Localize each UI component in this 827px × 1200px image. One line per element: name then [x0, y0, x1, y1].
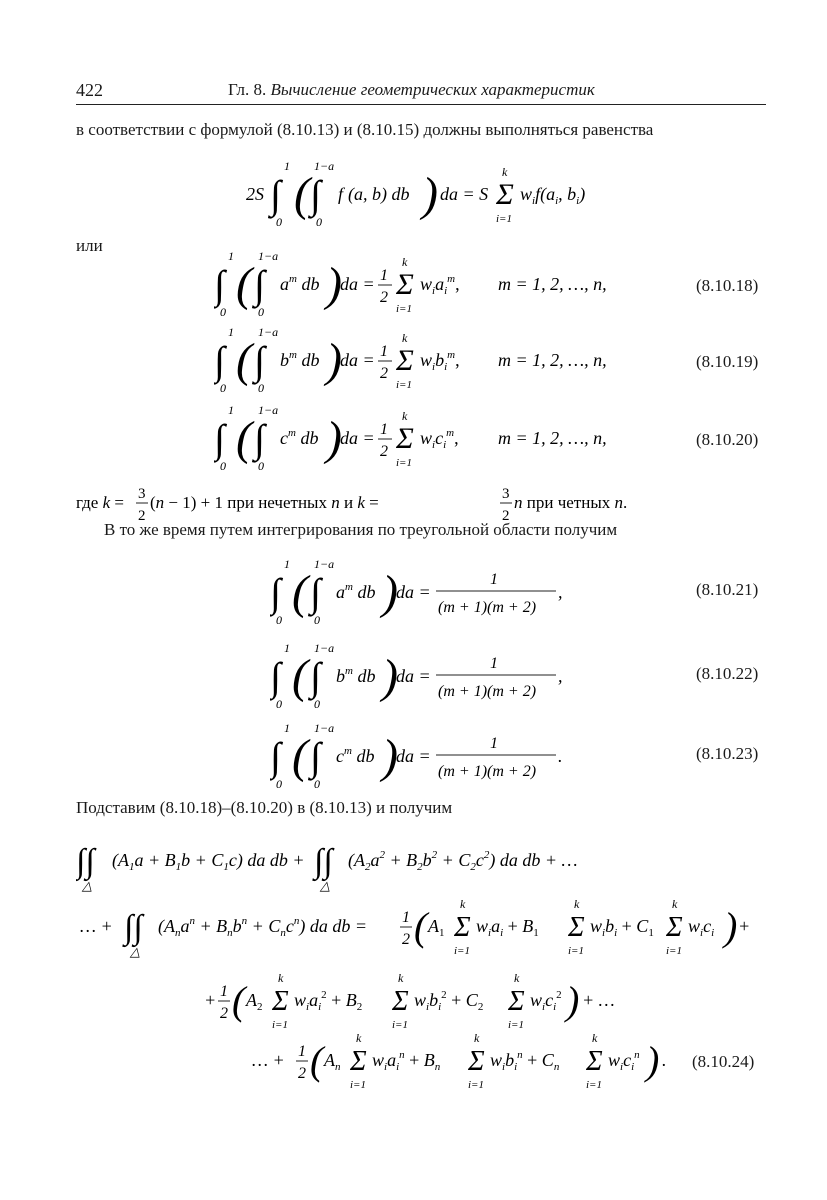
svg-text:Σ: Σ [396, 422, 414, 455]
svg-text:… +: … + [252, 1050, 285, 1070]
equation-22 [270, 638, 590, 723]
svg-text:): ) [382, 566, 398, 619]
svg-text:2: 2 [220, 1005, 228, 1022]
svg-text:+: + [738, 916, 751, 936]
svg-text:0: 0 [258, 459, 264, 473]
or-word: или [76, 236, 103, 255]
equation-21 [270, 554, 590, 639]
svg-text:∫∫: ∫∫ [76, 843, 95, 880]
svg-text:1: 1 [490, 571, 498, 588]
svg-text:1−a: 1−a [314, 641, 335, 655]
svg-text:k: k [502, 165, 508, 179]
svg-text:∫: ∫ [254, 262, 265, 307]
svg-text:k: k [574, 897, 580, 911]
svg-text:1: 1 [284, 641, 290, 655]
svg-text:i=1: i=1 [396, 303, 412, 315]
svg-text:wibi2 + C2: $w_ib_i^2 + C_2$ [414, 989, 484, 1013]
equation-19-graphic [214, 326, 654, 398]
svg-text:1: 1 [284, 721, 290, 735]
equation-20-graphic [214, 404, 654, 476]
svg-text:Σ: Σ [496, 178, 514, 211]
svg-text:∫: ∫ [214, 262, 225, 307]
svg-text:k: k [672, 897, 678, 911]
svg-text:(: ( [310, 1038, 324, 1083]
equation-24-line-1 [76, 832, 636, 901]
equation-24-line-2-graphic [80, 896, 770, 966]
svg-text:0: 0 [258, 381, 264, 395]
svg-text:(: ( [236, 334, 252, 387]
svg-text:i=1: i=1 [396, 379, 412, 391]
equation-number-20: (8.10.20) [696, 430, 759, 449]
svg-text:2: 2 [138, 508, 146, 524]
svg-text:Σ: Σ [396, 268, 414, 301]
svg-text:Σ: Σ [392, 986, 409, 1017]
svg-text:Σ: Σ [272, 986, 289, 1017]
svg-text:A1: $A_1$ [428, 916, 445, 939]
svg-text:): ) [326, 412, 342, 465]
svg-text:0: 0 [276, 215, 282, 229]
svg-text:0: 0 [220, 459, 226, 473]
svg-text:Σ: Σ [396, 344, 414, 377]
svg-text:): ) [724, 904, 738, 949]
svg-text:(n − 1) + 1 при нечетных n и k: (n − 1) + 1 при нечетных n и k = [150, 493, 379, 512]
substitute-paragraph: Подставим (8.10.18)–(8.10.20) в (8.10.13) и получим [76, 798, 453, 817]
equation-22-graphic [270, 638, 590, 718]
svg-text:1: 1 [228, 404, 234, 417]
svg-text:2: 2 [298, 1065, 306, 1082]
svg-text:1−a: 1−a [258, 326, 279, 339]
svg-text:∫: ∫ [270, 734, 281, 779]
intro-paragraph: в соответствии с формулой (8.10.13) и (8.10.15) должны выполняться равенства [76, 120, 654, 139]
svg-text:,: , [558, 666, 563, 686]
svg-text:1: 1 [284, 160, 290, 173]
chapter-prefix: Гл. 8. [228, 80, 267, 99]
svg-text:(: ( [232, 978, 246, 1023]
svg-text:(: ( [236, 258, 252, 311]
svg-text:cm db: $c^m$ db [336, 745, 375, 766]
sum-upper-1: k [356, 1031, 362, 1045]
svg-text:(m + 1)(m + 2): (m + 1)(m + 2) [438, 763, 537, 780]
equation-number-24: (8.10.24) [692, 1052, 755, 1071]
svg-text:i=1: i=1 [508, 1019, 524, 1031]
svg-text:An: $A_n$ [324, 1050, 341, 1073]
svg-text:(m + 1)(m + 2): (m + 1)(m + 2) [438, 599, 537, 616]
svg-text:Σ: Σ [468, 1046, 485, 1077]
svg-text:i=1: i=1 [496, 213, 512, 225]
svg-text:+: + [204, 990, 217, 1010]
svg-text:Σ: Σ [568, 912, 585, 943]
equation-24-line-1-graphic [76, 832, 636, 896]
equation-number-21: (8.10.21) [696, 580, 759, 599]
svg-text:2S: 2S [246, 184, 264, 204]
svg-text:1: 1 [228, 326, 234, 339]
equation-18-graphic [214, 250, 654, 322]
svg-text:k: k [460, 897, 466, 911]
svg-text:m = 1, 2, …, n,: m = 1, 2, …, n, [498, 274, 607, 294]
sum-lower-1: i=1 [350, 1079, 366, 1091]
svg-text:wiaim,: $w_ia_i^m$, [420, 273, 460, 297]
svg-text:i=1: i=1 [468, 1079, 484, 1091]
svg-text:(a, b) db: (a, b) db [348, 184, 410, 204]
svg-text:i=1: i=1 [396, 457, 412, 469]
svg-text:,: , [558, 582, 563, 602]
equation-number-23: (8.10.23) [696, 744, 759, 763]
equation-19 [214, 326, 654, 403]
svg-text:bm db: $b^m$ db [280, 349, 320, 370]
svg-text:): ) [566, 978, 580, 1023]
svg-text:i=1: i=1 [586, 1079, 602, 1091]
svg-text:1−a: 1−a [314, 557, 335, 571]
svg-text:где k =: где k = [76, 493, 124, 512]
svg-text:am db: $a^m$ db [336, 581, 376, 602]
svg-text:wibim,: $w_ib_i^m$, [420, 349, 460, 373]
svg-text:2: 2 [380, 289, 388, 306]
svg-text:wiai2 + B2: $w_ia_i^2 + B_2$ [294, 989, 363, 1013]
svg-text:i=1: i=1 [454, 945, 470, 957]
svg-text:∫∫: ∫∫ [124, 909, 143, 946]
svg-text:n при четных n.: n при четных n. [514, 493, 628, 512]
svg-text:Σ: Σ [586, 1046, 603, 1077]
svg-text:0: 0 [276, 613, 282, 627]
svg-text:△: △ [320, 878, 330, 893]
svg-text:1: 1 [402, 909, 410, 926]
svg-text:cm db: $c^m$ db [280, 427, 319, 448]
svg-text:): ) [646, 1038, 660, 1083]
svg-text:0: 0 [314, 697, 320, 711]
svg-text:1−a: 1−a [258, 404, 279, 417]
equation-number-19: (8.10.19) [696, 352, 759, 371]
svg-text:(A2a2 + B2b2 + C2c2) da db + …: $(A_2a^2 + B_2b^2 + C_2c^2)$ da db + … [348, 849, 578, 873]
equation-number-18: (8.10.18) [696, 276, 759, 295]
svg-text:1−a: 1−a [314, 721, 335, 735]
svg-text:da =: da = [340, 428, 375, 448]
svg-text:i=1: i=1 [666, 945, 682, 957]
svg-text:∫: ∫ [270, 172, 281, 217]
svg-text:wicin: $w_ic_i^n$ [608, 1049, 640, 1073]
equation-24-line-2 [80, 896, 770, 971]
svg-text:k: k [278, 971, 284, 985]
chapter-title: Вычисление геометрических характеристик [270, 80, 595, 99]
svg-text:∫: ∫ [270, 654, 281, 699]
svg-text:∫: ∫ [254, 416, 265, 461]
svg-text:(Anan + Bnbn + Cncn) da db =: $(A_na^n + B_nb^n + C_nc^n)$ da db = [158, 915, 367, 939]
svg-text:∫: ∫ [310, 570, 321, 615]
svg-text:da =: da = [396, 582, 431, 602]
svg-text:(: ( [292, 566, 308, 619]
svg-text:da =: da = [396, 666, 431, 686]
svg-text:k: k [402, 255, 408, 269]
equation-24-line-4-graphic [252, 1030, 692, 1100]
svg-text:∫∫: ∫∫ [314, 843, 333, 880]
svg-text:da = S: da = S [440, 184, 489, 204]
svg-text:): ) [326, 334, 342, 387]
svg-text:1: 1 [490, 655, 498, 672]
svg-text:2: 2 [380, 365, 388, 382]
svg-text:1: 1 [228, 250, 234, 263]
svg-text:Σ: Σ [350, 1046, 367, 1077]
svg-text:Σ: Σ [454, 912, 471, 943]
svg-text:(m + 1)(m + 2): (m + 1)(m + 2) [438, 683, 537, 700]
equation-20 [214, 404, 654, 481]
svg-text:.: . [558, 746, 563, 766]
svg-text:0: 0 [314, 613, 320, 627]
svg-text:∫: ∫ [254, 338, 265, 383]
svg-text:2: 2 [402, 931, 410, 948]
svg-text:1: 1 [380, 267, 388, 284]
svg-text:1−a: 1−a [314, 160, 335, 173]
svg-text:k: k [398, 971, 404, 985]
svg-text:1: 1 [380, 421, 388, 438]
svg-text:i=1: i=1 [568, 945, 584, 957]
svg-text:1: 1 [298, 1043, 306, 1060]
svg-text:0: 0 [316, 215, 322, 229]
svg-text:(: ( [292, 730, 308, 783]
svg-text:3: 3 [502, 486, 510, 502]
svg-text:0: 0 [258, 305, 264, 319]
svg-text:(: ( [294, 168, 310, 221]
equation-main [246, 160, 606, 237]
svg-text:f: f [338, 184, 344, 204]
equation-21-graphic [270, 554, 590, 634]
svg-text:1: 1 [380, 343, 388, 360]
svg-text:wici: $w_ic_i$ [688, 916, 715, 939]
svg-text:(: ( [414, 904, 428, 949]
svg-text:1−a: 1−a [258, 250, 279, 263]
equation-23 [270, 718, 590, 803]
svg-text:k: k [592, 1031, 598, 1045]
svg-text:bm db: $b^m$ db [336, 665, 376, 686]
svg-text:): ) [382, 650, 398, 703]
meanwhile-paragraph: В то же время путем интегрирования по треугольной области получим [104, 520, 618, 539]
svg-text:wibin + Cn: $w_ib_i^n + C_n$ [490, 1049, 560, 1073]
svg-text:da =: da = [396, 746, 431, 766]
svg-text:wiai + B1: $w_ia_i + B_1$ [476, 916, 539, 939]
svg-text:(: ( [236, 412, 252, 465]
svg-text:∫: ∫ [310, 654, 321, 699]
svg-text:(A1a + B1b + C1c) da db +: $(A_1a + B_1b + C_1c)$ da db + [112, 850, 305, 873]
svg-text:+ …: + … [582, 990, 615, 1010]
svg-text:wici2: $w_ic_i^2$ [530, 989, 562, 1013]
svg-text:wif(ai, bi): $w_if(a_i$, $b_i$) [520, 184, 586, 207]
running-title [228, 80, 595, 100]
svg-text:da =: da = [340, 350, 375, 370]
svg-text:2: 2 [380, 443, 388, 460]
svg-text:wicim,: $w_ic_i^m$, [420, 427, 459, 451]
svg-text:Σ: Σ [508, 986, 525, 1017]
svg-text:0: 0 [276, 697, 282, 711]
equation-18 [214, 250, 654, 327]
svg-text:2: 2 [502, 508, 510, 524]
svg-text:k: k [514, 971, 520, 985]
svg-text:m = 1, 2, …, n,: m = 1, 2, …, n, [498, 428, 607, 448]
svg-text:m = 1, 2, …, n,: m = 1, 2, …, n, [498, 350, 607, 370]
equation-24-line-4 [252, 1030, 692, 1105]
svg-text:0: 0 [276, 777, 282, 791]
svg-text:∫: ∫ [270, 570, 281, 615]
svg-text:k: k [474, 1031, 480, 1045]
svg-text:da =: da = [340, 274, 375, 294]
equation-number-22: (8.10.22) [696, 664, 759, 683]
svg-text:∫: ∫ [310, 734, 321, 779]
svg-text:i=1: i=1 [272, 1019, 288, 1031]
equation-23-graphic [270, 718, 590, 798]
svg-text:k: k [402, 331, 408, 345]
equation-main-graphic [246, 160, 606, 232]
svg-text:): ) [382, 730, 398, 783]
svg-text:A2: $A_2$ [246, 990, 263, 1013]
svg-text:Σ: Σ [666, 912, 683, 943]
svg-text:k: k [402, 409, 408, 423]
svg-text:△: △ [82, 878, 92, 893]
page-number: 422 [76, 80, 103, 100]
svg-text:am db: $a^m$ db [280, 273, 320, 294]
svg-text:0: 0 [314, 777, 320, 791]
svg-text:): ) [422, 168, 438, 221]
svg-text:wiain + Bn: $w_ia_i^n + B_n$ [372, 1049, 441, 1073]
svg-text:): ) [326, 258, 342, 311]
svg-text:3: 3 [138, 486, 146, 502]
svg-text:… +: … + [80, 916, 113, 936]
svg-text:(: ( [292, 650, 308, 703]
svg-text:1: 1 [284, 557, 290, 571]
page-header [76, 80, 766, 105]
svg-text:∫: ∫ [310, 172, 321, 217]
svg-text:i=1: i=1 [392, 1019, 408, 1031]
svg-text:1: 1 [220, 983, 228, 1000]
svg-text:∫: ∫ [214, 338, 225, 383]
svg-text:0: 0 [220, 305, 226, 319]
svg-text:1: 1 [490, 735, 498, 752]
svg-text:△: △ [130, 944, 140, 959]
svg-text:0: 0 [220, 381, 226, 395]
svg-text:wibi + C1: $w_ib_i + C_1$ [590, 916, 654, 939]
svg-text:.: . [662, 1050, 667, 1070]
svg-text:∫: ∫ [214, 416, 225, 461]
